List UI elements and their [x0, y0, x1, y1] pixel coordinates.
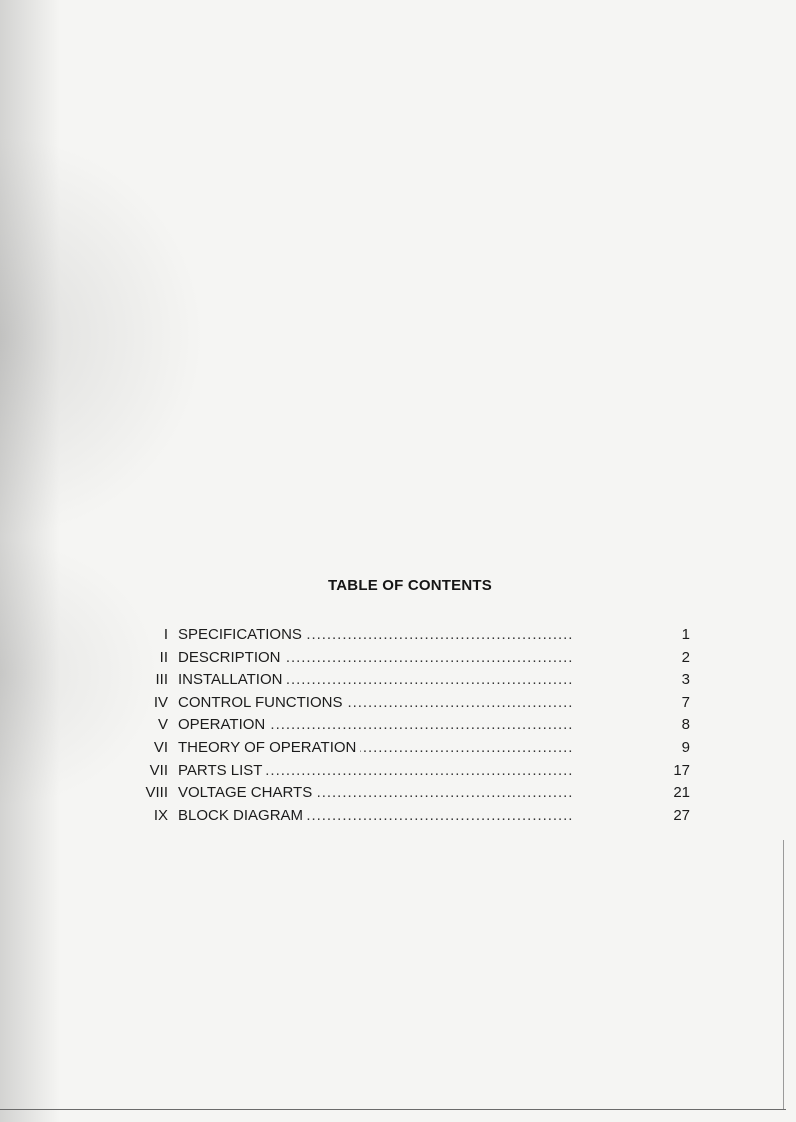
- toc-entry: [110, 784, 690, 807]
- toc-entry: [110, 649, 690, 672]
- toc-entry-number: VIII: [145, 784, 168, 802]
- toc-entry-label: CONTROL FUNCTIONS . . .: [178, 694, 670, 712]
- toc-entry-label: INSTALLATION . . .: [178, 671, 670, 689]
- toc-entry-page: 9: [681, 738, 690, 756]
- toc-entry-label: VOLTAGE CHARTS . . .: [178, 784, 670, 802]
- toc-entry: [110, 807, 690, 830]
- toc-entry-label: BLOCK DIAGRAM . . .: [178, 807, 670, 825]
- toc-entry-page: 1: [681, 626, 690, 643]
- toc-entry-page: 2: [681, 648, 690, 666]
- toc-entry-page: 3: [681, 671, 690, 689]
- toc-title: TABLE OF CONTENTS: [328, 577, 492, 594]
- toc-entry-page: 27: [673, 806, 690, 824]
- toc-entry-label: SPECIFICATIONS . . .: [178, 626, 670, 644]
- toc-entry: [110, 694, 690, 717]
- toc-entry-label: THEORY OF OPERATION . . .: [178, 739, 670, 757]
- toc-entry: [110, 671, 690, 694]
- toc-entry: [110, 716, 690, 739]
- toc-entry-page: 7: [681, 693, 690, 711]
- toc-entry-number: IV: [153, 693, 168, 711]
- toc-entry-label: OPERATION . . .: [178, 716, 670, 734]
- toc-entry-number: VI: [153, 738, 168, 756]
- toc-entry-number: VII: [149, 761, 168, 779]
- toc-entry-number: I: [163, 626, 168, 643]
- toc-entry: [110, 739, 690, 762]
- toc-entry: [110, 626, 690, 649]
- toc-entry-number: IX: [153, 806, 168, 824]
- toc-entry-page: 21: [673, 784, 690, 802]
- toc-entry-page: 17: [673, 761, 690, 779]
- toc-list: [110, 626, 690, 829]
- toc-entry-number: V: [157, 716, 168, 734]
- toc-entry-page: 8: [681, 716, 690, 734]
- toc-entry: [110, 762, 690, 785]
- scan-edge-shadow: [0, 0, 60, 1122]
- toc-entry-number: II: [159, 648, 168, 666]
- toc-entry-number: III: [155, 671, 168, 689]
- scan-bottom-edge-line: [0, 1109, 786, 1110]
- toc-entry-label: DESCRIPTION . . .: [178, 649, 670, 667]
- scan-right-edge-line: [783, 840, 784, 1110]
- toc-entry-label: PARTS LIST . . .: [178, 762, 670, 780]
